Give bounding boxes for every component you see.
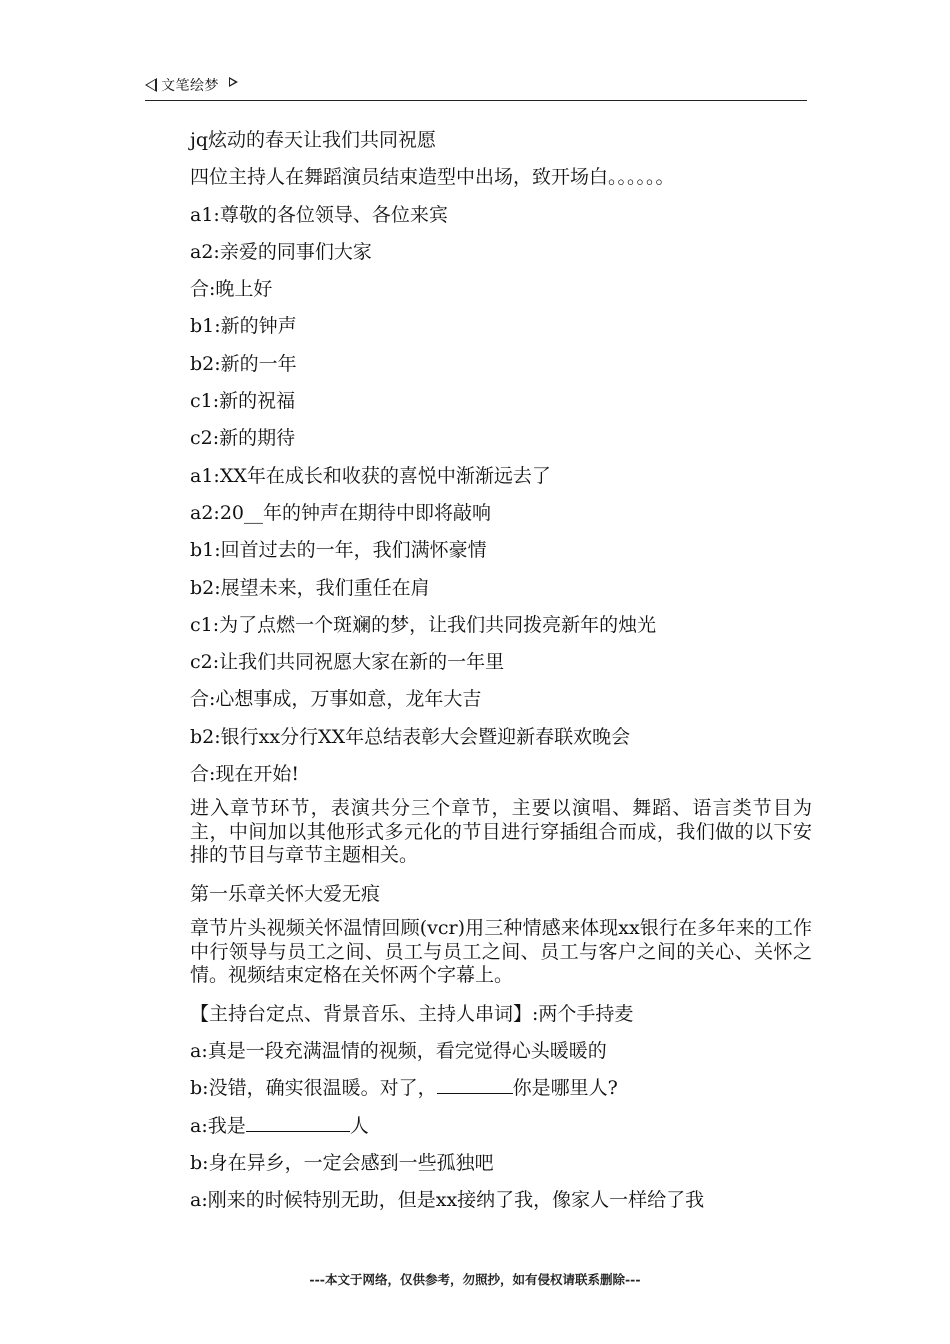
paragraph-text: 章节片头视频关怀温情回顾(vcr)用三种情感来体现xx银行在多年来的工作中行领导与员工之间、员工与员工之间、员工与客户之间的关心、关怀之情。视频结束定格在关怀两个字幕上。 — [190, 917, 812, 987]
fill-blank — [437, 1075, 513, 1094]
text-line: c1:为了点燃一个斑斓的梦，让我们共同拨亮新年的烛光 — [190, 613, 657, 636]
text-line: a2:20__年的钟声在期待中即将敲响 — [190, 501, 491, 524]
text-line: b1:回首过去的一年，我们满怀豪情 — [190, 539, 487, 562]
document-body — [190, 122, 810, 1219]
text-line: 四位主持人在舞蹈演员结束造型中出场，致开场白。。。。。。 — [190, 166, 675, 189]
triangle-right-icon — [229, 77, 238, 87]
chapter-title: 第一乐章关怀大爱无痕 — [190, 882, 381, 905]
text-line: jq炫动的春天让我们共同祝愿 — [190, 129, 437, 151]
text-line: c2:让我们共同祝愿大家在新的一年里 — [190, 651, 505, 674]
text-line: b:身在异乡，一定会感到一些孤独吧 — [190, 1151, 494, 1174]
text-line: a:真是一段充满温情的视频，看完觉得心头暖暖的 — [190, 1039, 607, 1062]
text-line: 合:晚上好 — [190, 278, 273, 301]
line-text-after: 你是哪里人? — [512, 1077, 618, 1100]
text-line: c1:新的祝福 — [190, 390, 296, 413]
page-footer: ---本文于网络，仅供参考，勿照抄，如有侵权请联系删除--- — [309, 1272, 641, 1287]
paragraph-text: 进入章节环节，表演共分三个章节，主要以演唱、舞蹈、语言类节目为主，中间加以其他形式多元化的节目进行穿插组合而成，我们做的以下安排的节目与章节主题相关。 — [190, 797, 812, 867]
line-text-before: b:没错，确实很温暖。对了， — [190, 1077, 437, 1100]
text-line: c2:新的期待 — [190, 427, 296, 450]
paragraph-chapter-video — [145, 917, 812, 988]
text-line-with-blank — [190, 1070, 810, 1107]
text-line: a1:尊敬的各位领导、各位来宾 — [190, 203, 448, 226]
text-line: b2:银行xx分行XX年总结表彰大会暨迎新春联欢晚会 — [190, 725, 631, 748]
triangle-left-icon — [145, 78, 157, 92]
text-line-with-blank — [190, 1108, 810, 1145]
text-line: a:刚来的时候特别无助，但是xx接纳了我，像家人一样给了我 — [190, 1189, 705, 1212]
text-line: a2:亲爱的同事们大家 — [190, 240, 372, 263]
fill-blank — [246, 1113, 350, 1132]
text-line: a1:XX年在成长和收获的喜悦中渐渐远去了 — [190, 464, 551, 487]
text-line: b2:新的一年 — [190, 352, 297, 375]
text-line: 合:现在开始! — [190, 763, 300, 786]
text-line: b1:新的钟声 — [190, 315, 297, 338]
line-text-after: 人 — [349, 1114, 369, 1137]
brand-logo — [145, 74, 238, 96]
line-text-before: a:我是 — [190, 1114, 246, 1137]
text-line: 合:心想事成，万事如意，龙年大吉 — [190, 688, 482, 711]
paragraph-chapters-intro — [145, 797, 812, 868]
text-line: b2:展望未来，我们重任在肩 — [190, 576, 430, 599]
page-header — [145, 74, 807, 101]
text-line: 【主持台定点、背景音乐、主持人串词】:两个手持麦 — [190, 1002, 634, 1025]
brand-name: 文笔绘梦 — [161, 78, 219, 94]
